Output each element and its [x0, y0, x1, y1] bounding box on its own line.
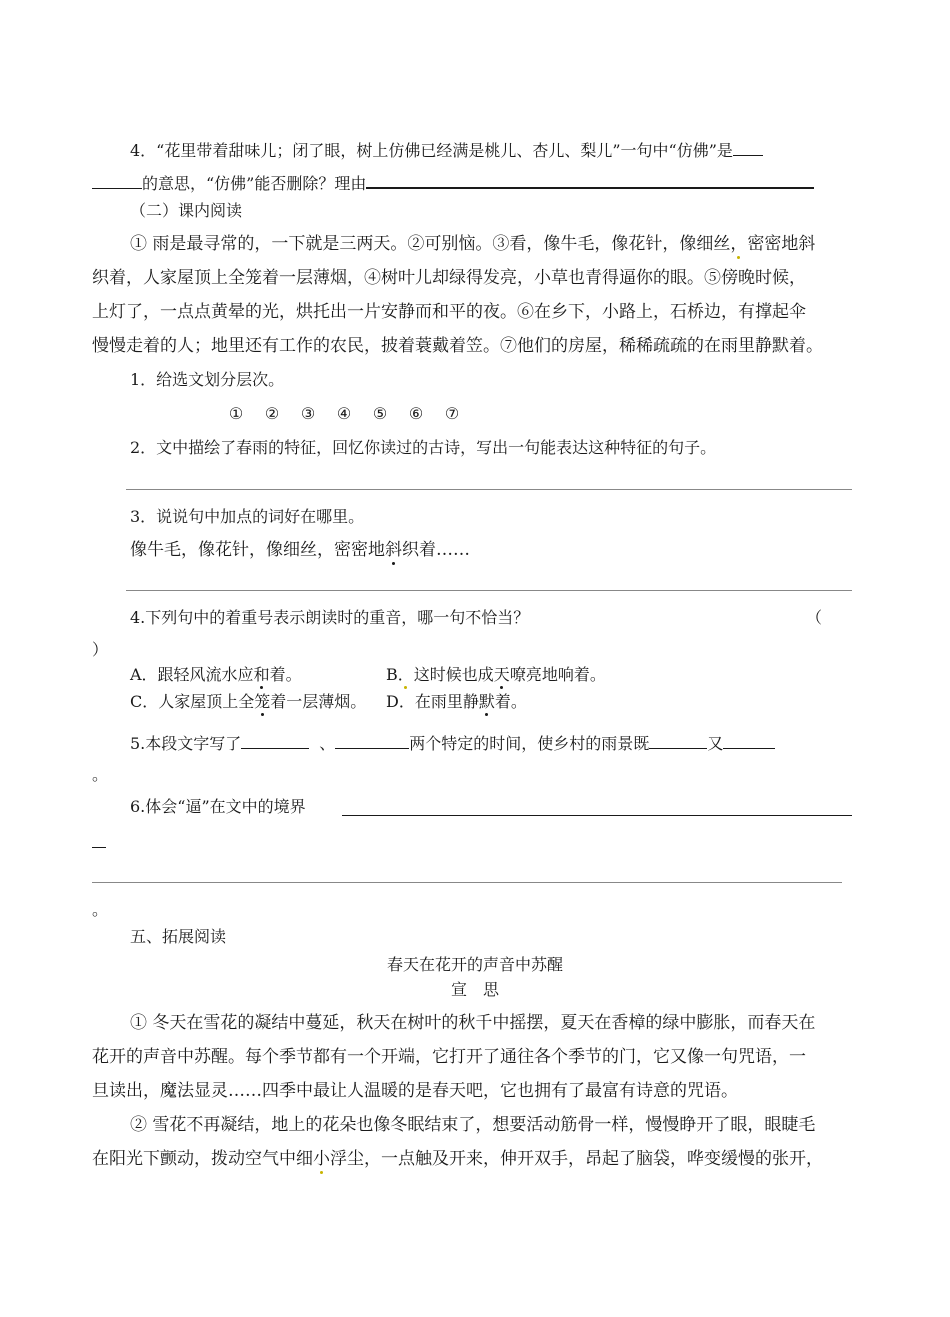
- q4-option-b[interactable]: B．这时候也成天嘹亮地响着。: [386, 665, 606, 684]
- q2-text: 2．文中描绘了春雨的特征，回忆你读过的古诗，写出一句能表达这种特征的句子。: [130, 438, 717, 457]
- q6-text: 6.体会“逼”在文中的境界: [130, 797, 306, 816]
- q4-option-c[interactable]: C．人家屋顶上全笼着一层薄烟。: [130, 692, 367, 711]
- answer-blank[interactable]: [92, 173, 142, 189]
- emphasis-mark: 默: [478, 692, 495, 711]
- layer-mark[interactable]: ⑤: [372, 404, 388, 423]
- q3-answer-line[interactable]: [126, 590, 852, 591]
- article-p2-line2: 在阳光下颤动，拨动空气中细小浮尘，一点触及开来，伸开双手，昂起了脑袋，哗变缓慢的张开，: [92, 1149, 823, 1169]
- emphasis-mark: 斜: [385, 540, 402, 560]
- q6-answer-line-cont[interactable]: [92, 847, 106, 848]
- q4-paren-open: （: [806, 608, 823, 627]
- layer-mark[interactable]: ①: [228, 404, 244, 423]
- article-p1-line1: ① 冬天在雪花的凝结中蔓延，秋天在树叶的秋千中摇摆，夏天在香樟的绿中膨胀，而春天在: [130, 1013, 816, 1033]
- q4-text: 4.下列句中的着重号表示朗读时的重音，哪一句不恰当？: [130, 608, 530, 627]
- layer-mark[interactable]: ⑦: [444, 404, 460, 423]
- answer-blank[interactable]: [335, 733, 409, 749]
- passage-line2: 织着，人家屋顶上全笼着一层薄烟，④树叶儿却绿得发亮，小草也青得逼你的眼。⑤傍晚时候，: [92, 268, 806, 288]
- layer-mark[interactable]: ②: [264, 404, 280, 423]
- answer-blank[interactable]: [723, 733, 775, 749]
- answer-blank[interactable]: [241, 733, 309, 749]
- emphasis-mark: ．: [397, 665, 414, 684]
- emphasis-mark: ，: [730, 234, 748, 254]
- passage-line4: 慢慢走着的人；地里还有工作的农民，披着蓑戴着笠。⑦他们的房屋，稀稀疏疏的在雨里静默着。: [92, 336, 823, 356]
- q5-end: 。: [92, 765, 109, 784]
- q6-end: 。: [92, 900, 109, 919]
- section5-title: 五、拓展阅读: [130, 927, 227, 946]
- answer-blank[interactable]: [366, 172, 814, 189]
- q6-answer-line-2[interactable]: [92, 882, 842, 883]
- q3-sentence: 像牛毛，像花针，像细丝，密密地斜织着……: [130, 540, 470, 560]
- emphasis-mark: 天: [493, 665, 510, 684]
- article-p1-line3: 旦读出，魔法显灵……四季中最让人温暖的是春天吧，它也拥有了最富有诗意的咒语。: [92, 1081, 738, 1101]
- q4-paren-close: ）: [92, 640, 109, 659]
- q4-top-line1: 4．“花里带着甜味儿；闭了眼，树上仿佛已经满是桃儿、杏儿、梨儿”一句中“仿佛”是: [130, 140, 763, 161]
- emphasis-mark: 小: [313, 1149, 330, 1169]
- layer-mark[interactable]: ⑥: [408, 404, 424, 423]
- answer-blank[interactable]: [733, 140, 763, 156]
- layer-mark[interactable]: ④: [336, 404, 352, 423]
- article-title: 春天在花开的声音中苏醒: [386, 955, 563, 974]
- q4-option-d[interactable]: D．在雨里静默着。: [386, 692, 527, 711]
- article-p2-line1: ② 雪花不再凝结，地上的花朵也像冬眠结束了，想要活动筋骨一样，慢慢睁开了眼，眼睫毛: [130, 1115, 816, 1135]
- q3-text: 3．说说句中加点的词好在哪里。: [130, 507, 365, 526]
- q4-option-a[interactable]: A．跟轻风流水应和着。: [130, 665, 302, 684]
- q2-answer-line[interactable]: [126, 489, 852, 490]
- emphasis-mark: 和: [253, 665, 270, 684]
- passage-line3: 上灯了，一点点黄晕的光，烘托出一片安静而和平的夜。⑥在乡下，小路上，石桥边，有撑起伞: [92, 302, 806, 322]
- section2-title: （二）课内阅读: [130, 201, 243, 220]
- q6-answer-line[interactable]: [342, 815, 852, 816]
- q1-text: 1．给选文划分层次。: [130, 370, 285, 389]
- q4-top-line2: 的意思，“仿佛”能否删除？理由: [92, 172, 814, 194]
- layer-mark[interactable]: ③: [300, 404, 316, 423]
- article-p1-line2: 花开的声音中苏醒。每个季节都有一个开端，它打开了通往各个季节的门，它又像一句咒语，一: [92, 1047, 806, 1067]
- emphasis-mark: 笼: [254, 692, 271, 711]
- passage-line1: ① 雨是最寻常的，一下就是三两天。②可别恼。③看，像牛毛，像花针，像细丝，密密地斜: [130, 234, 816, 254]
- article-author: 宣 思: [450, 980, 499, 999]
- q1-layer-marks: [218, 404, 470, 424]
- answer-blank[interactable]: [649, 733, 707, 749]
- q5-text: 5.本段文字写了 、 两个特定的时间，使乡村的雨景既 又: [130, 733, 775, 754]
